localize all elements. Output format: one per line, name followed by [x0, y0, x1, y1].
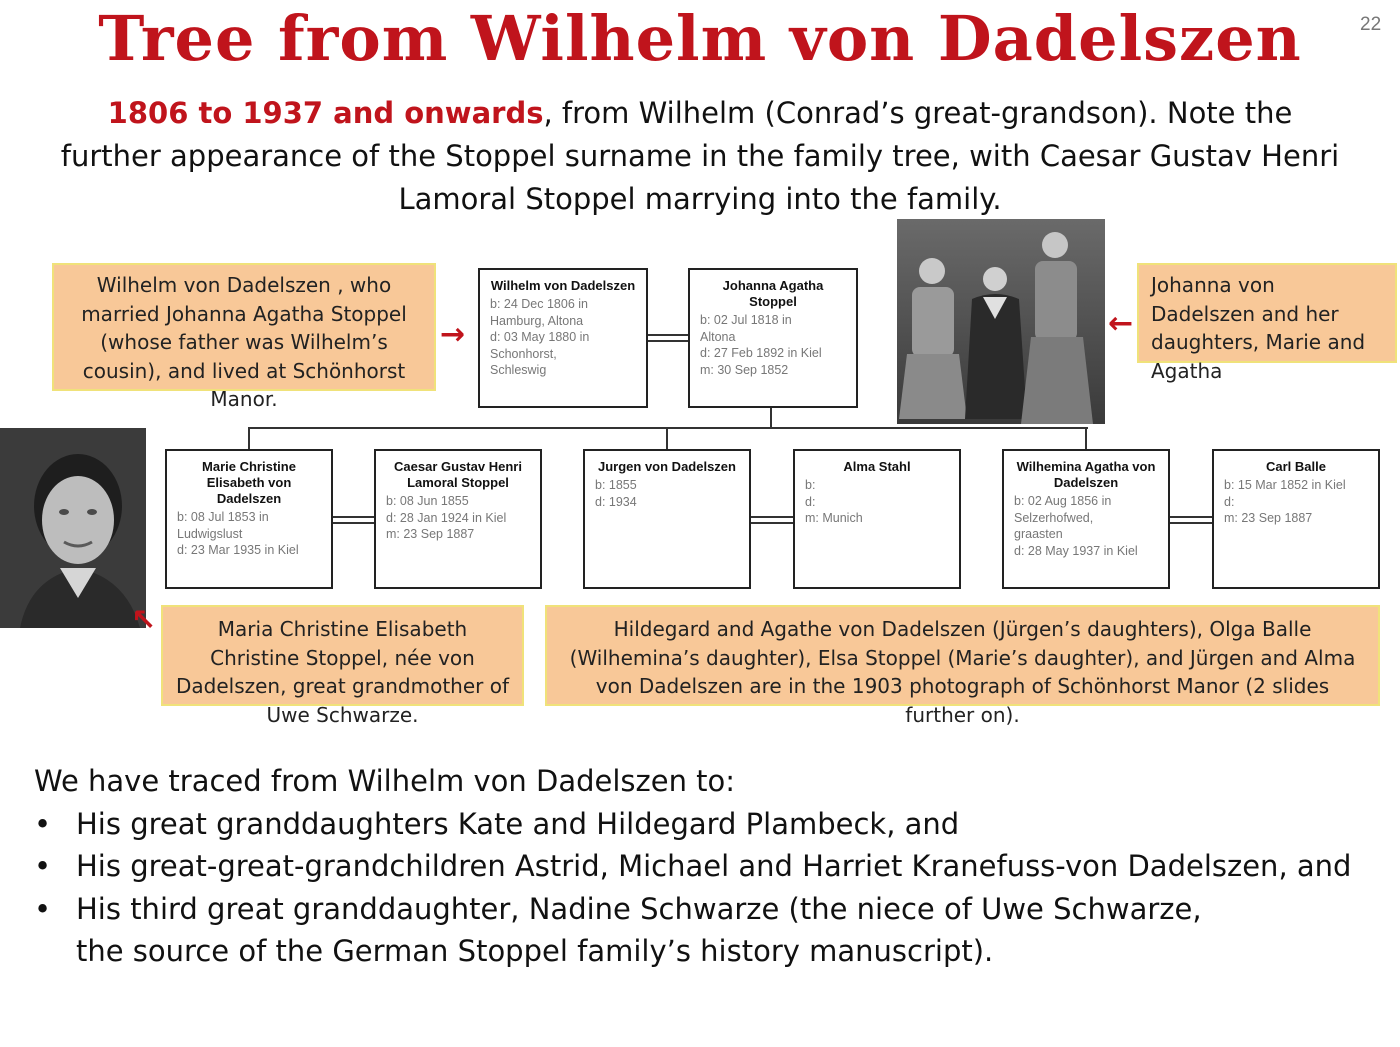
child-line	[1085, 427, 1087, 449]
callout-photograph-note-text: Hildegard and Agathe von Dadelszen (Jürgen’s daughters), Olga Balle (Wilhemina’s daughter), Elsa Stoppel (Marie’s daughter), and Jürgen and Alma von Dadelszen are in the 1903 photograph of Schönhorst Manor (2 slides further on).	[569, 617, 1356, 727]
photo-image	[897, 219, 1105, 424]
callout-marie-text: Maria Christine Elisabeth Christine Stoppel, née von Dadelszen, great grandmother of Uwe Schwarze.	[175, 617, 509, 727]
callout-photograph-note	[545, 605, 1380, 727]
marriage-line	[648, 334, 688, 342]
callout-johanna-text: Johanna von Dadelszen and her daughters, Marie and Agatha	[1151, 273, 1366, 383]
bullet-icon: •	[34, 849, 52, 883]
person-name: Caesar Gustav Henri Lamoral Stoppel	[394, 459, 522, 490]
arrow-left-icon: ←	[1108, 306, 1134, 341]
list-item	[34, 845, 1364, 888]
list-item-text: His great granddaughters Kate and Hildegard Plambeck, and	[76, 806, 960, 841]
person-details: b: 08 Jun 1855 d: 28 Jan 1924 in Kiel m: 23 Sep 1887	[386, 494, 507, 541]
marriage-line	[751, 516, 793, 524]
arrow-right-icon: →	[440, 317, 466, 352]
callout-johanna	[1137, 263, 1397, 383]
person-box-jurgen	[583, 449, 751, 589]
person-box-wilhemina	[1002, 449, 1170, 589]
list-item	[34, 803, 1364, 846]
child-line	[248, 427, 250, 449]
person-name: Carl Balle	[1266, 459, 1326, 474]
page-title: Tree from Wilhelm von Dadelszen	[98, 2, 1302, 75]
person-details: b: 02 Jul 1818 in Altona d: 27 Feb 1892 in Kiel m: 30 Sep 1852	[700, 313, 822, 377]
person-box-johanna	[688, 268, 858, 408]
list-item	[34, 888, 1236, 973]
photo-johanna-and-daughters	[897, 219, 1105, 424]
summary-list	[34, 803, 1364, 973]
person-name: Alma Stahl	[843, 459, 911, 474]
traced-summary	[34, 760, 1364, 973]
page-number: 22	[1360, 14, 1382, 35]
subtitle-highlight: 1806 to 1937 and onwards	[107, 96, 544, 130]
person-details: b: 02 Aug 1856 in Selzerhofwed, graasten d: 28 May 1937 in Kiel	[1014, 494, 1138, 558]
sibling-line	[248, 427, 1088, 429]
arrow-up-left-icon: ↖	[131, 603, 157, 638]
person-box-caesar	[374, 449, 542, 589]
person-name: Marie Christine Elisabeth von Dadelszen	[202, 459, 296, 506]
person-box-wilhelm	[478, 268, 648, 408]
person-box-marie	[165, 449, 333, 589]
list-item-text: His third great granddaughter, Nadine Schwarze (the niece of Uwe Schwarze, the source of the German Stoppel family’s history manuscript).	[76, 891, 1202, 968]
marriage-line	[333, 516, 374, 524]
callout-wilhelm-text: Wilhelm von Dadelszen , who married Johanna Agatha Stoppel (whose father was Wilhelm’s cousin), and lived at Schönhorst Manor.	[81, 273, 407, 411]
portrait-image	[0, 428, 146, 628]
person-name: Jurgen von Dadelszen	[598, 459, 736, 474]
person-details: b: 1855 d: 1934	[595, 478, 637, 509]
person-box-alma	[793, 449, 961, 589]
bullet-icon: •	[34, 891, 52, 926]
person-details: b: d: m: Munich	[805, 478, 863, 525]
photo-marie-portrait	[0, 428, 146, 628]
list-item-text: His great-great-grandchildren Astrid, Michael and Harriet Kranefuss-von Dadelszen, and	[76, 849, 1352, 883]
person-details: b: 24 Dec 1806 in Hamburg, Altona d: 03 May 1880 in Schonhorst, Schleswig	[490, 297, 590, 377]
person-box-carl	[1212, 449, 1380, 589]
bullet-icon: •	[34, 806, 52, 841]
person-details: b: 15 Mar 1852 in Kiel d: m: 23 Sep 1887	[1224, 478, 1346, 525]
marriage-line	[1170, 516, 1212, 524]
descent-line	[770, 408, 772, 428]
child-line	[666, 427, 668, 449]
callout-wilhelm	[52, 263, 436, 411]
person-name: Wilhelm von Dadelszen	[490, 278, 636, 293]
person-name: Wilhemina Agatha von Dadelszen	[1016, 459, 1156, 490]
person-details: b: 08 Jul 1853 in Ludwigslust d: 23 Mar 1935 in Kiel	[177, 510, 299, 557]
summary-intro: We have traced from Wilhelm von Dadelszen to:	[34, 764, 736, 798]
callout-marie	[161, 605, 524, 727]
subtitle	[60, 92, 1340, 221]
person-name: Johanna Agatha Stoppel	[722, 278, 824, 309]
subtitle-text: , from Wilhelm (Conrad’s great-grandson). Note the further appearance of the Stoppel surname in the family tree, with Caesar Gustav Henri Lamoral Stoppel marrying into the family.	[60, 96, 1340, 216]
